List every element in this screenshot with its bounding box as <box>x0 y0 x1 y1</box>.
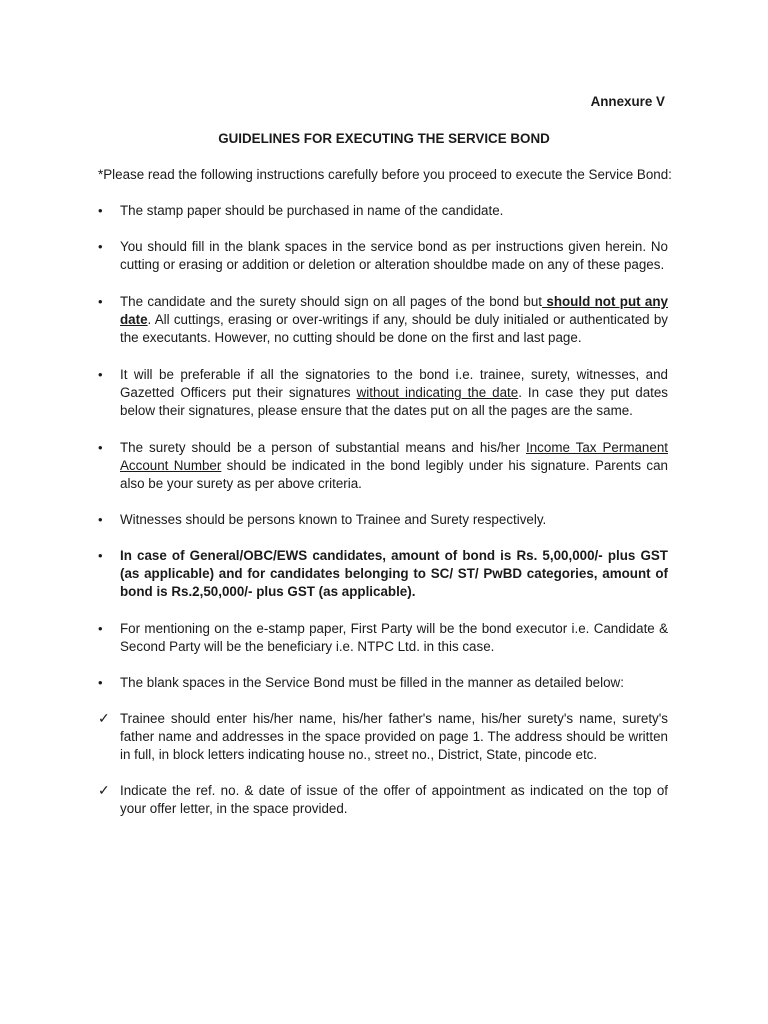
text-run: The candidate and the surety should sign on all pages of the bond but <box>120 294 543 309</box>
checklist-item-text: Indicate the ref. no. & date of issue of the offer of appointment as indicated on the top of your offer letter, in the space provided. <box>120 783 668 816</box>
annexure-label: Annexure V <box>590 94 665 109</box>
bullet-icon: • <box>98 440 103 455</box>
list-item <box>98 202 668 220</box>
list-item <box>98 620 668 656</box>
list-item <box>98 547 668 601</box>
bullet-icon: • <box>98 294 103 309</box>
list-item-text: The blank spaces in the Service Bond must be filled in the manner as detailed below: <box>120 675 624 690</box>
list-item-text <box>120 439 668 493</box>
intro-paragraph: *Please read the following instructions carefully before you proceed to execute the Service Bond: <box>98 167 672 182</box>
list-item-text <box>120 293 668 347</box>
bullet-icon: • <box>98 548 103 563</box>
text-run: It will be preferable if all the signatories to the bond i.e. trainee, surety, witnesses, and Gazetted Officers put their signatures <box>120 367 668 400</box>
list-item <box>98 674 668 692</box>
list-item-text: In case of General/OBC/EWS candidates, amount of bond is Rs. 5,00,000/- plus GST (as applicable) and for candidates belonging to SC/ ST/ PwBD categories, amount of bond is Rs.2,50,000/- plus GST (as applicable). <box>120 548 668 599</box>
bullet-icon: • <box>98 512 103 527</box>
list-item <box>98 366 668 420</box>
checkmark-icon: ✓ <box>98 710 110 726</box>
list-item-text <box>120 366 668 420</box>
bullet-icon: • <box>98 239 103 254</box>
bullet-icon: • <box>98 675 103 690</box>
underlined-text: without indicating the date <box>356 385 519 400</box>
list-item-text: Witnesses should be persons known to Trainee and Surety respectively. <box>120 512 547 527</box>
text-run: . All cuttings, erasing or over-writings if any, should be duly initialed or authenticated by the executants. However, no cutting should be done on the first and last page. <box>120 312 668 345</box>
text-run: . In case they put dates below their signatures, please ensure that the dates put on all the pages are the same. <box>120 385 669 418</box>
list-item <box>98 293 668 347</box>
list-item-text: For mentioning on the e-stamp paper, First Party will be the bond executor i.e. Candidate & Second Party will be the beneficiary i.e. NTPC Ltd. in this case. <box>120 621 668 654</box>
list-item <box>98 439 668 493</box>
list-item <box>98 511 668 529</box>
checklist-item-text: Trainee should enter his/her name, his/her father's name, his/her surety's name, surety's father name and addresses in the space provided on page 1. The address should be written in full, in block letters indicating house no., street no., District, State, pincode etc. <box>120 711 668 762</box>
text-run: should be indicated in the bond legibly under his signature. Parents can also be your surety as per above criteria. <box>120 458 668 491</box>
checklist-item <box>98 710 668 764</box>
list-item-text: The stamp paper should be purchased in name of the candidate. <box>120 203 504 218</box>
emphasis-text: should not put any date <box>120 294 669 327</box>
bullet-icon: • <box>98 621 103 636</box>
underlined-text: Income Tax Permanent Account Number <box>120 440 668 473</box>
checkmark-icon: ✓ <box>98 782 110 798</box>
bullet-icon: • <box>98 203 103 218</box>
checklist-item <box>98 782 668 818</box>
list-item-text: You should fill in the blank spaces in the service bond as per instructions given herein. No cutting or erasing or addition or deletion or alteration shouldbe made on any of these pages. <box>120 239 668 272</box>
text-run: The surety should be a person of substantial means and his/her <box>120 440 527 455</box>
bullet-icon: • <box>98 367 103 382</box>
list-item <box>98 238 668 274</box>
document-title: GUIDELINES FOR EXECUTING THE SERVICE BOND <box>218 131 550 146</box>
